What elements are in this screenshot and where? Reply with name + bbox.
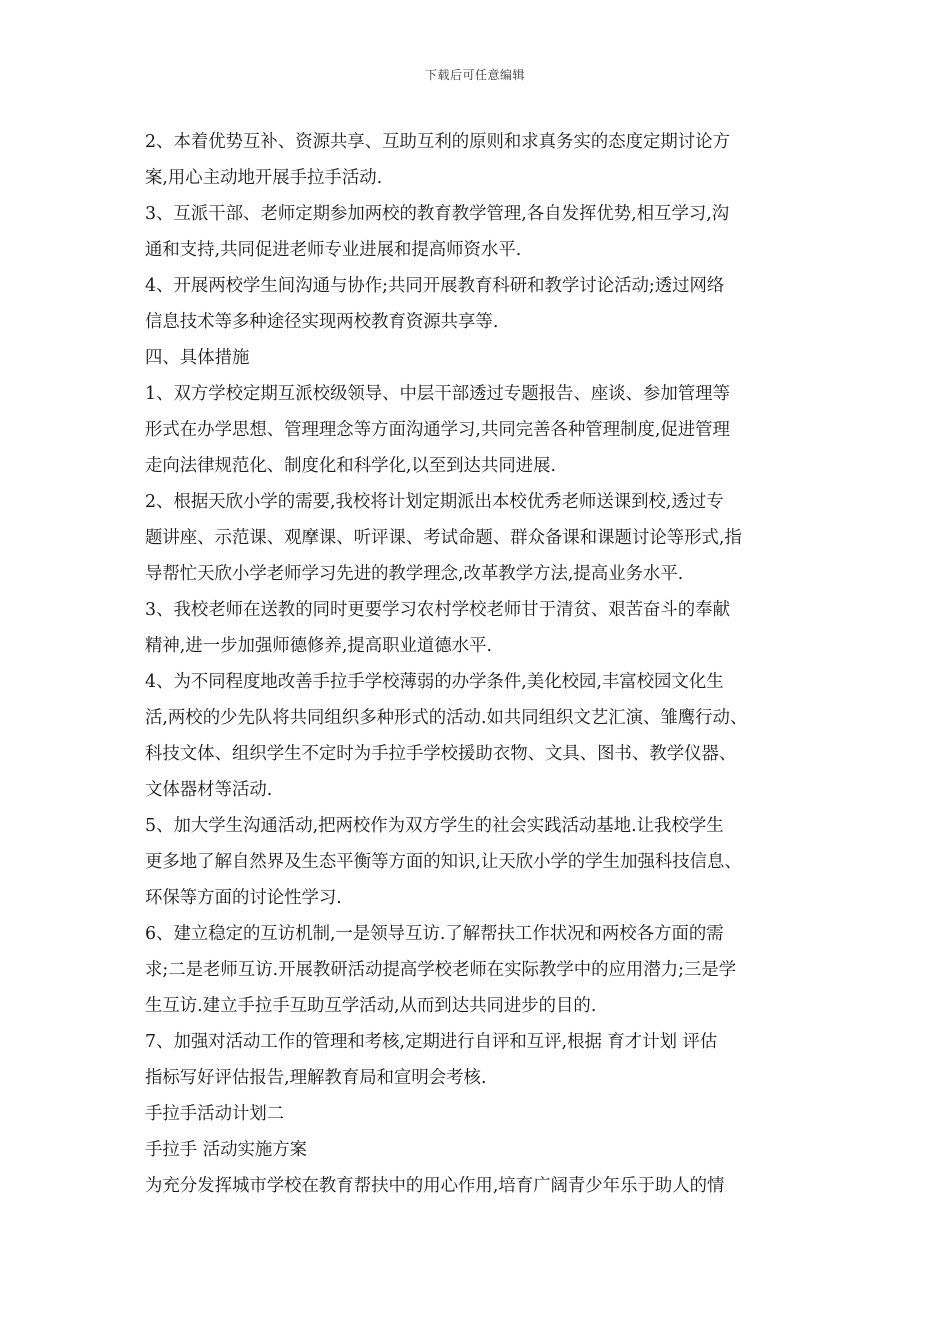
text-line: 为充分发挥城市学校在教育帮扶中的用心作用,培育广阔青少年乐于助人的情: [145, 1176, 725, 1196]
text-line: 1、双方学校定期互派校级领导、中层干部透过专题报告、座谈、参加管理等: [145, 384, 730, 404]
text-line: 2、根据天欣小学的需要,我校将计划定期派出本校优秀老师送课到校,透过专: [145, 492, 724, 512]
text-line: 4、开展两校学生间沟通与协作;共同开展教育科研和教学讨论活动;透过网络: [145, 276, 725, 296]
section-heading: 手拉手 活动实施方案: [145, 1140, 308, 1160]
text-line: 7、加强对活动工作的管理和考核,定期进行自评和互评,根据 育才计划 评估: [145, 1032, 718, 1052]
text-line: 3、互派干部、老师定期参加两校的教育教学管理,各自发挥优势,相互学习,沟: [145, 204, 730, 224]
text-line: 信息技术等多种途径实现两校教育资源共享等.: [145, 312, 499, 332]
text-line: 精神,进一步加强师德修养,提高职业道德水平.: [145, 636, 493, 656]
text-line: 6、建立稳定的互访机制,一是领导互访.了解帮扶工作状况和两校各方面的需: [145, 924, 724, 944]
text-line: 5、加大学生沟通活动,把两校作为双方学生的社会实践活动基地.让我校学生: [145, 816, 724, 836]
text-line: 更多地了解自然界及生态平衡等方面的知识,让天欣小学的学生加强科技信息、: [145, 852, 742, 872]
text-line: 生互访.建立手拉手互助互学活动,从而到达共同进步的目的.: [145, 996, 597, 1016]
document-body: [145, 124, 810, 1204]
text-line: 科技文体、组织学生不定时为手拉手学校援助衣物、文具、图书、教学仪器、: [145, 744, 737, 764]
text-line: 形式在办学思想、管理理念等方面沟通学习,共同完善各种管理制度,促进管理: [145, 420, 730, 440]
text-line: 指标写好评估报告,理解教育局和宣明会考核.: [145, 1068, 487, 1088]
text-line: 求;二是老师互访.开展教研活动提高学校老师在实际教学中的应用潜力;三是学: [145, 960, 737, 980]
text-line: 走向法律规范化、制度化和科学化,以至到达共同进展.: [145, 456, 557, 476]
section-heading: 四、具体措施: [145, 348, 250, 368]
text-line: 4、为不同程度地改善手拉手学校薄弱的办学条件,美化校园,丰富校园文化生: [145, 672, 724, 692]
text-line: 2、本着优势互补、资源共享、互助互利的原则和求真务实的态度定期讨论方: [145, 132, 730, 152]
text-line: 活,两校的少先队将共同组织多种形式的活动.如共同组织文艺汇演、雏鹰行动、: [145, 708, 748, 728]
text-line: 案,用心主动地开展手拉手活动.: [145, 168, 383, 188]
page-header: 下载后可任意编辑: [424, 68, 525, 82]
text-line: 题讲座、示范课、观摩课、听评课、考试命题、群众备课和课题讨论等形式,指: [145, 528, 742, 548]
text-line: 导帮忙天欣小学老师学习先进的教学理念,改革教学方法,提高业务水平.: [145, 564, 684, 584]
text-line: 通和支持,共同促进老师专业进展和提高师资水平.: [145, 240, 522, 260]
text-line: 文体器材等活动.: [145, 780, 273, 800]
text-line: 3、我校老师在送教的同时更要学习农村学校老师甘于清贫、艰苦奋斗的奉献: [145, 600, 730, 620]
text-line: 环保等方面的讨论性学习.: [145, 888, 342, 908]
section-heading: 手拉手活动计划二: [145, 1104, 285, 1124]
